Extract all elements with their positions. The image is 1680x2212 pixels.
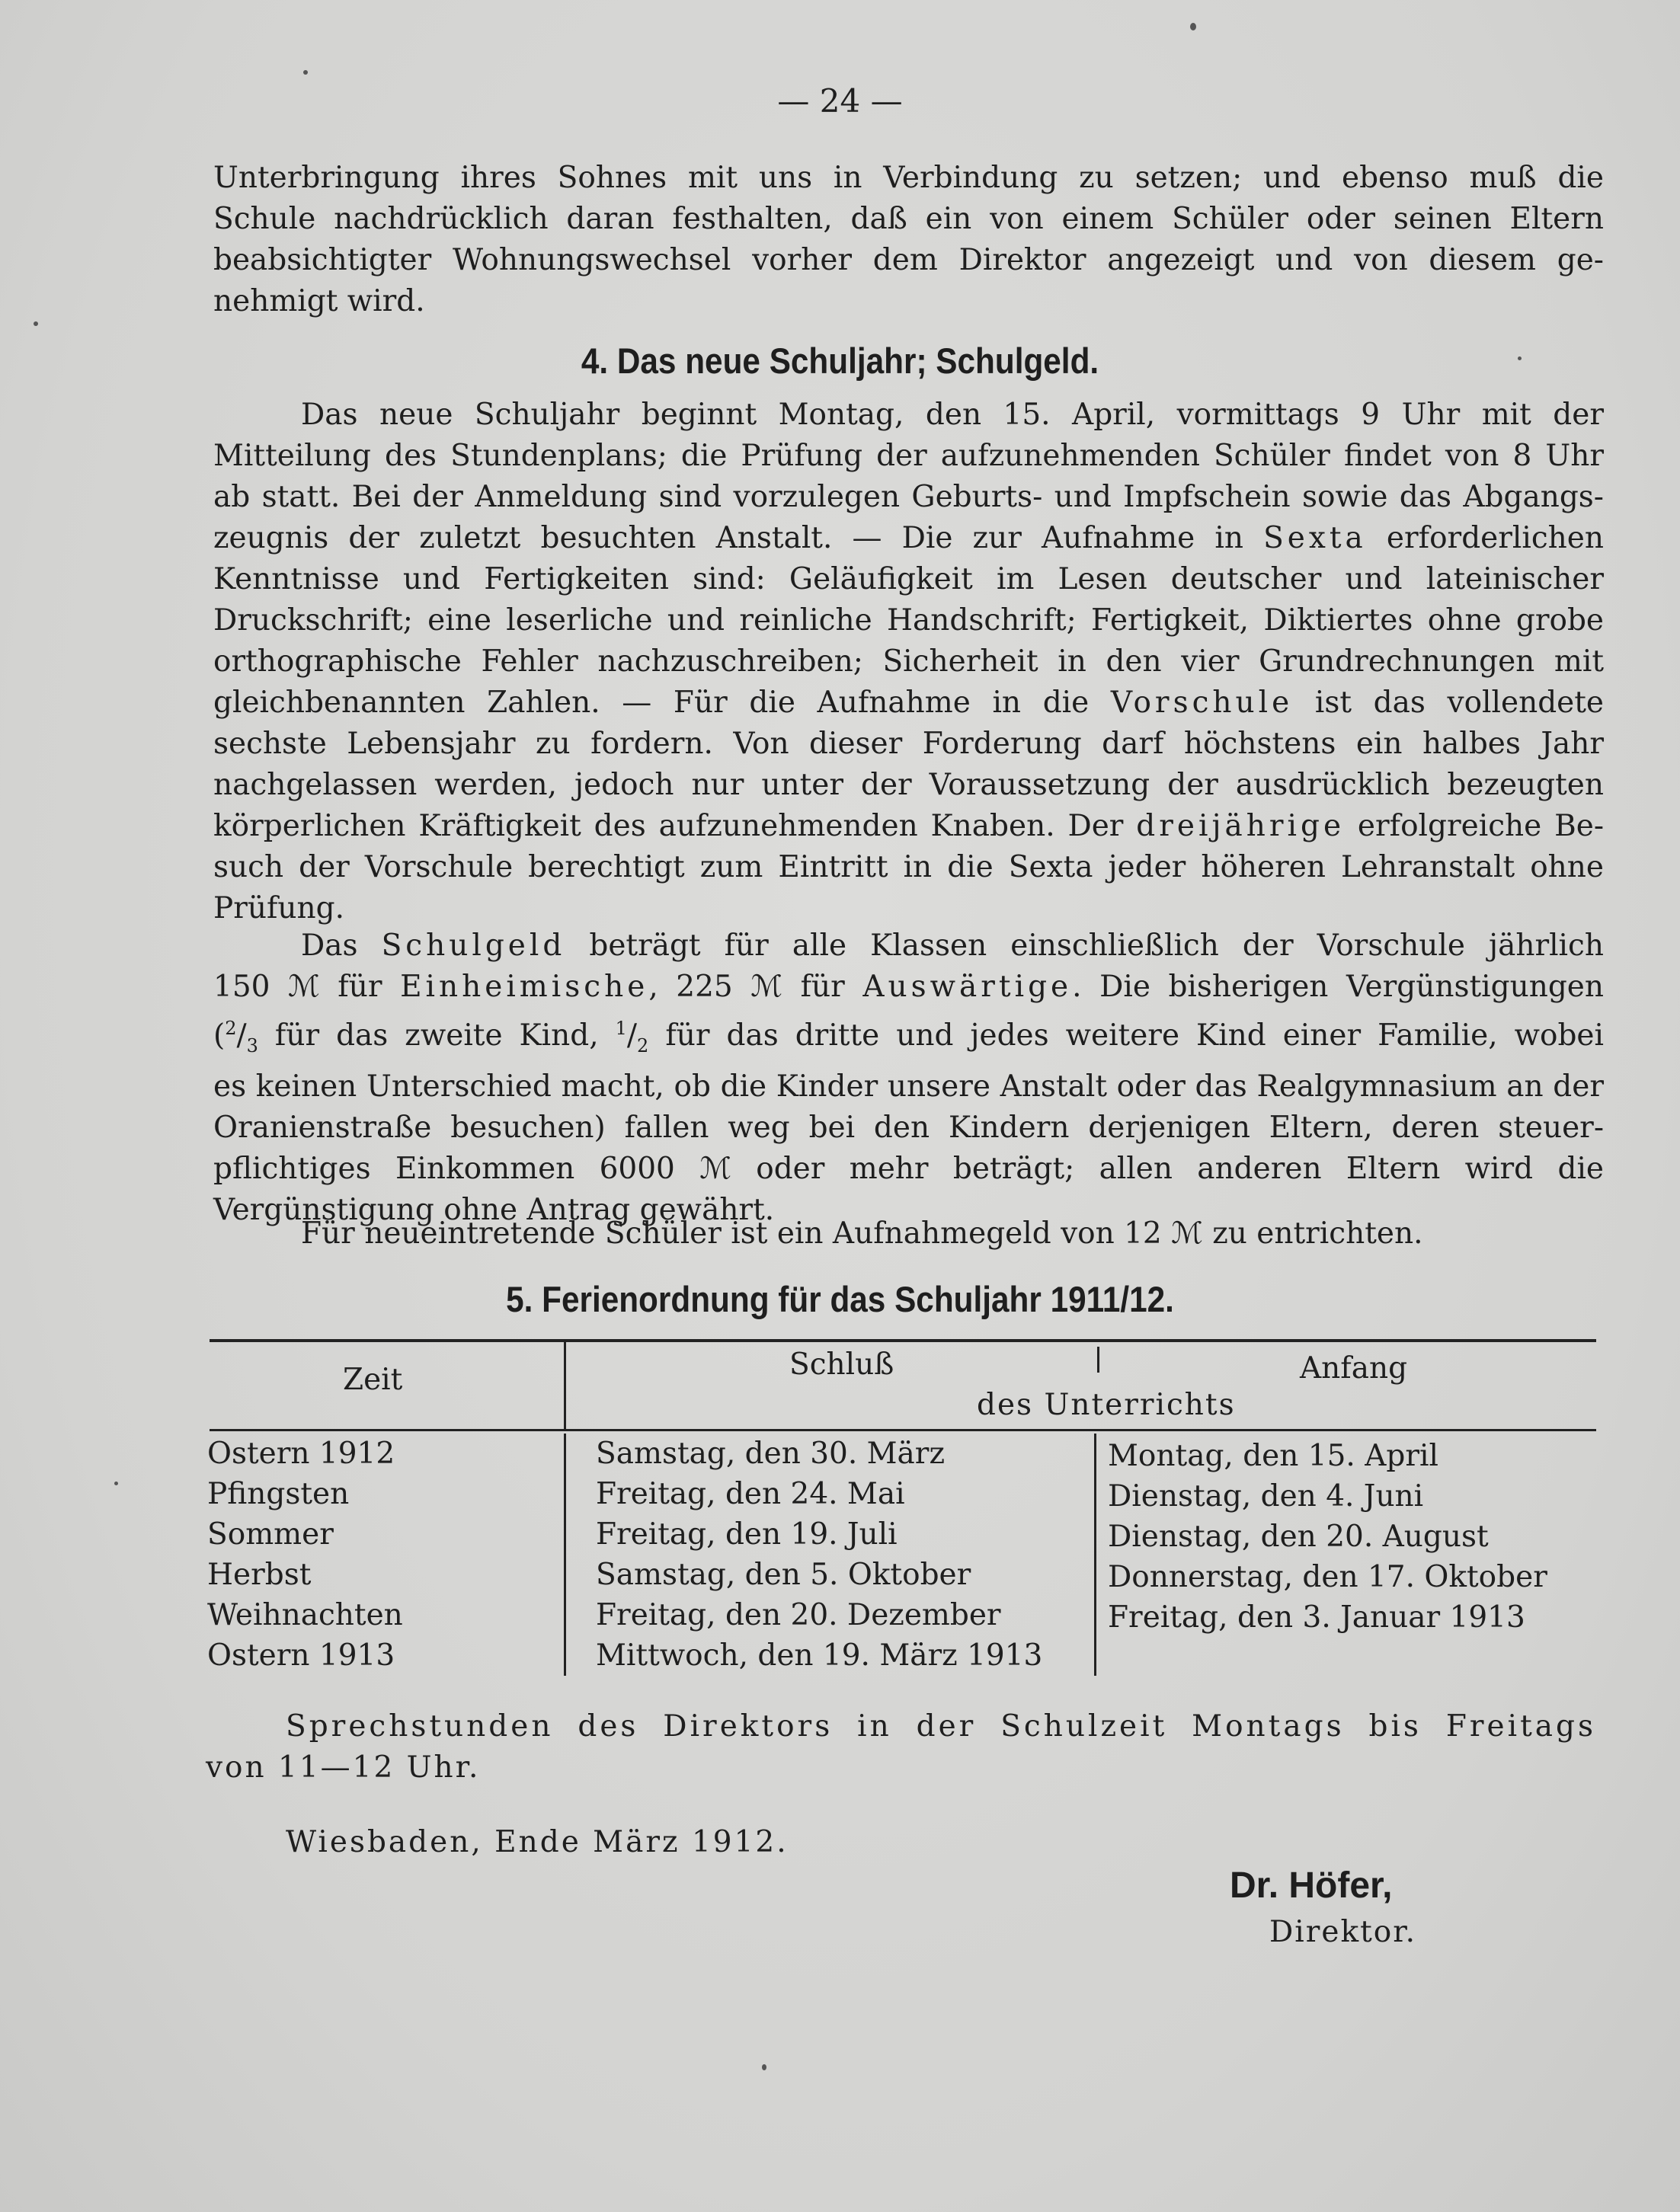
fraction-denominator: 3 bbox=[246, 1034, 258, 1056]
section-4-paragraph-1 bbox=[213, 395, 1604, 929]
text-line: von 11—12 Uhr. bbox=[206, 1750, 481, 1785]
text-line: Das neue Schuljahr beginnt Montag, den 15. April, vormittags 9 Uhr mit der bbox=[301, 398, 1604, 432]
scan-speck bbox=[34, 321, 38, 326]
fraction-numerator: 2 bbox=[225, 1018, 237, 1039]
text-line: Vergünstigung ohne Antrag gewährt. bbox=[213, 1192, 775, 1227]
cell-zeit: Ostern 1913 bbox=[207, 1638, 395, 1673]
cell-anfang: Freitag, den 3. Januar 1913 bbox=[1108, 1600, 1525, 1635]
text-line: Schule nachdrücklich daran festhalten, daß ein von einem Schüler oder seinen Eltern bbox=[213, 202, 1604, 236]
text-run: ist das vollendete bbox=[1293, 686, 1604, 720]
spaced-term-dreijaehrige: dreijährige bbox=[1136, 809, 1346, 843]
text-line: Prüfung. bbox=[213, 891, 345, 925]
text-line: such der Vorschule berechtigt zum Eintritt in die Sexta jeder höheren Lehranstalt ohne bbox=[213, 850, 1604, 884]
fraction-slash: / bbox=[626, 1018, 638, 1053]
column-header-zeit: Zeit bbox=[343, 1363, 403, 1397]
section-4-heading: 4. Das neue Schuljahr; Schulgeld. bbox=[581, 340, 1099, 381]
text-line: Druckschrift; eine leserliche und reinliche Handschrift; Fertigkeit, Diktiertes ohne grobe bbox=[213, 603, 1604, 638]
spaced-term-einheimische: Einheimische bbox=[400, 970, 649, 1004]
text-line: Mitteilung des Stundenplans; die Prüfung der aufzunehmenden Schüler findet von 8 Uhr bbox=[213, 439, 1604, 473]
text-run: für das dritte und jedes weitere Kind einer Familie, wobei bbox=[648, 1018, 1604, 1053]
text-run: erfolgreiche Be- bbox=[1345, 809, 1604, 843]
spaced-term-auswaertige: Auswärtige bbox=[862, 970, 1073, 1004]
signature-name: Dr. Höfer, bbox=[1230, 1865, 1393, 1906]
cell-zeit: Sommer bbox=[207, 1517, 334, 1552]
cell-zeit: Herbst bbox=[207, 1558, 312, 1592]
fraction-numerator: 1 bbox=[615, 1018, 627, 1039]
text-run: für das zweite Kind, bbox=[258, 1018, 616, 1053]
cell-anfang: Dienstag, den 4. Juni bbox=[1108, 1479, 1424, 1514]
column-header-schluss: Schluß bbox=[789, 1347, 894, 1382]
cell-zeit: Ostern 1912 bbox=[207, 1437, 395, 1471]
text-run: ( bbox=[213, 1018, 226, 1053]
text-run: gleichbenannten Zahlen. — Für die Aufnahme in die bbox=[213, 686, 1111, 720]
fraction-slash: / bbox=[236, 1018, 247, 1053]
text-line bbox=[213, 806, 1604, 847]
text-line bbox=[213, 967, 1604, 1008]
text-line bbox=[213, 1008, 1604, 1066]
text-run: . Die bisherigen Vergünstigungen bbox=[1072, 970, 1605, 1004]
cell-schluss: Freitag, den 19. Juli bbox=[596, 1517, 898, 1552]
text-line: Unterbringung ihres Sohnes mit uns in Verbindung zu setzen; und ebenso muß die bbox=[213, 161, 1604, 195]
cell-anfang: Donnerstag, den 17. Oktober bbox=[1108, 1560, 1547, 1594]
cell-zeit: Weihnachten bbox=[207, 1598, 403, 1632]
text-line bbox=[213, 925, 1604, 967]
cell-schluss: Freitag, den 20. Dezember bbox=[596, 1598, 1001, 1632]
text-line: pflichtiges Einkommen 6000 ℳ oder mehr beträgt; allen anderen Eltern wird die bbox=[213, 1151, 1604, 1186]
section-4-paragraph-2 bbox=[213, 925, 1604, 1231]
intro-paragraph bbox=[213, 158, 1604, 322]
text-run: zeugnis der zuletzt besuchten Anstalt. — Die zur Aufnahme in bbox=[213, 521, 1264, 555]
spaced-term-schulgeld: Schulgeld bbox=[381, 929, 566, 963]
column-divider bbox=[1094, 1434, 1096, 1676]
spaced-term-sexta: Sexta bbox=[1263, 521, 1367, 555]
text-line: orthographische Fehler nachzuschreiben; Sicherheit in den vier Grundrechnungen mit bbox=[213, 644, 1604, 679]
place-date: Wiesbaden, Ende März 1912. bbox=[286, 1825, 789, 1859]
text-line bbox=[213, 518, 1604, 559]
table-header-rule bbox=[210, 1429, 1596, 1431]
text-line: nehmigt wird. bbox=[213, 284, 425, 318]
signature-title: Direktor. bbox=[1269, 1915, 1417, 1949]
scan-speck bbox=[1190, 23, 1196, 30]
column-subheader: des Unterrichts bbox=[977, 1388, 1236, 1422]
text-run: Das bbox=[301, 929, 382, 963]
page-number: — 24 — bbox=[777, 82, 903, 120]
spaced-term-vorschule: Vorschule bbox=[1110, 686, 1294, 720]
text-line: ab statt. Bei der Anmeldung sind vorzulegen Geburts- und Impfschein sowie das Abgangs- bbox=[213, 480, 1604, 514]
table-top-rule bbox=[210, 1339, 1596, 1342]
cell-zeit: Pfingsten bbox=[207, 1477, 350, 1511]
cell-schluss: Freitag, den 24. Mai bbox=[596, 1477, 905, 1511]
text-run: beträgt für alle Klassen einschließlich der Vorschule jährlich bbox=[565, 929, 1604, 963]
text-line: Für neueintretende Schüler ist ein Aufnahmegeld von 12 ℳ zu entrichten. bbox=[301, 1216, 1423, 1251]
cell-schluss: Samstag, den 5. Oktober bbox=[596, 1558, 971, 1592]
scan-speck bbox=[114, 1482, 118, 1485]
text-run: erforderlichen bbox=[1366, 521, 1604, 555]
cell-anfang: Dienstag, den 20. August bbox=[1108, 1520, 1489, 1554]
text-line: beabsichtigter Wohnungswechsel vorher dem Direktor angezeigt und von diesem ge- bbox=[213, 243, 1604, 277]
text-line: Kenntnisse und Fertigkeiten sind: Geläufigkeit im Lesen deutscher und lateinischer bbox=[213, 562, 1604, 596]
header-divider bbox=[1097, 1347, 1099, 1373]
text-run: 150 ℳ für bbox=[213, 970, 401, 1004]
column-header-anfang: Anfang bbox=[1300, 1351, 1408, 1386]
cell-schluss: Samstag, den 30. März bbox=[596, 1437, 946, 1471]
scan-speck bbox=[762, 2064, 766, 2070]
text-run: , 225 ℳ für bbox=[648, 970, 863, 1004]
text-line: sechste Lebensjahr zu fordern. Von dieser Forderung darf höchstens ein halbes Jahr bbox=[213, 727, 1604, 761]
text-line: nachgelassen werden, jedoch nur unter der Voraussetzung der ausdrücklich bezeugten bbox=[213, 768, 1604, 802]
section-5-heading: 5. Ferienordnung für das Schuljahr 1911/12. bbox=[506, 1279, 1174, 1319]
section-4-paragraph-3 bbox=[213, 1213, 1604, 1255]
text-line: Oranienstraße besuchen) fallen weg bei den Kindern derjenigen Eltern, deren steuer- bbox=[213, 1110, 1604, 1145]
cell-anfang: Montag, den 15. April bbox=[1108, 1439, 1438, 1473]
text-line: es keinen Unterschied macht, ob die Kinder unsere Anstalt oder das Realgymnasium an der bbox=[213, 1069, 1604, 1104]
text-line bbox=[213, 682, 1604, 724]
cell-schluss: Mittwoch, den 19. März 1913 bbox=[596, 1638, 1043, 1673]
office-hours bbox=[206, 1706, 1596, 1788]
column-divider bbox=[564, 1434, 566, 1676]
header-divider bbox=[564, 1342, 566, 1429]
scan-speck bbox=[303, 70, 308, 75]
text-run: körperlichen Kräftigkeit des aufzunehmenden Knaben. Der bbox=[213, 809, 1137, 843]
text-line: Sprechstunden des Direktors in der Schulzeit Montags bis Freitags bbox=[286, 1709, 1596, 1744]
fraction-denominator: 2 bbox=[637, 1034, 649, 1056]
